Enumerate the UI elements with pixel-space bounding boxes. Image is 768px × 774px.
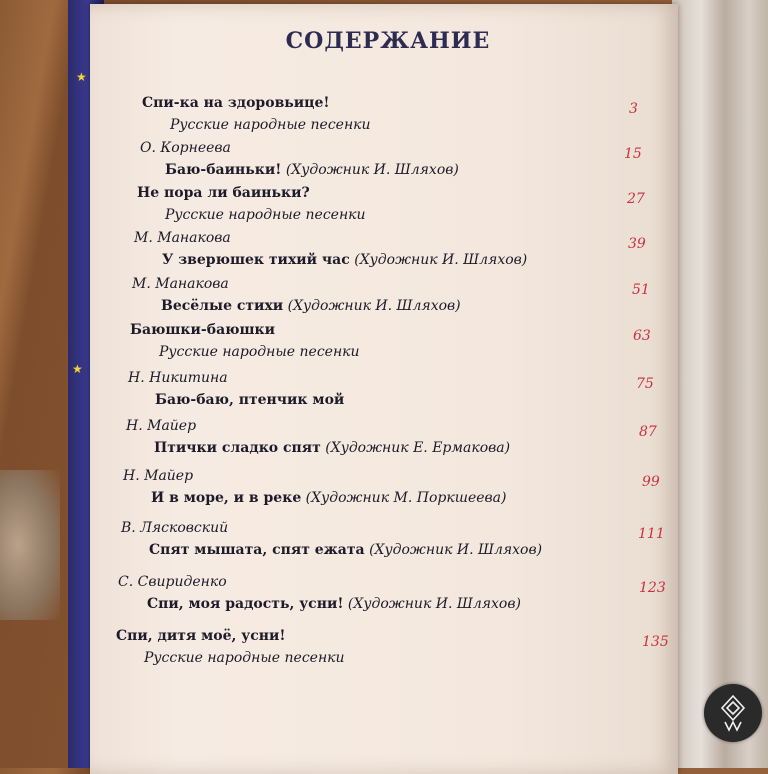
- toc-entry-title: Русские народные песенки: [159, 344, 360, 360]
- toc-page-number: 63: [633, 328, 651, 344]
- toc-entry-line1: Н. Майер: [123, 468, 194, 484]
- toc-entry-line2: [149, 540, 542, 560]
- finger: [0, 470, 60, 620]
- watermark-logo-icon: [704, 684, 762, 742]
- toc-page-number: 51: [632, 282, 650, 298]
- toc-entry-line1: Спи, дитя моё, усни!: [116, 628, 286, 644]
- toc-entry-line1: О. Корнеева: [140, 140, 231, 156]
- toc-page-number: 111: [638, 526, 665, 542]
- toc-page-number: 27: [627, 191, 645, 207]
- toc-entry-illustrator: (Художник И. Шляхов): [349, 252, 528, 268]
- toc-entry-title: И в море, и в реке: [151, 490, 302, 506]
- toc-entry-title: Птички сладко спят: [154, 440, 321, 456]
- toc-entry-illustrator: (Художник Е. Ермакова): [320, 440, 511, 456]
- toc-entry-line2: [159, 342, 360, 362]
- toc-page-number: 87: [639, 424, 657, 440]
- toc-entry-line1: Н. Никитина: [128, 370, 228, 386]
- toc-entry-line2: [161, 296, 461, 316]
- toc-page-number: 123: [639, 580, 666, 596]
- toc-page-number: 135: [642, 634, 669, 650]
- toc-entry-illustrator: (Художник М. Поркшеева): [301, 490, 507, 506]
- toc-entry-title: Спи, моя радость, усни!: [147, 596, 344, 612]
- toc-entry-illustrator: (Художник И. Шляхов): [283, 298, 461, 314]
- toc-entry-illustrator: (Художник И. Шляхов): [364, 542, 543, 558]
- toc-entry-line1: Спи-ка на здоровьице!: [142, 95, 330, 111]
- toc-page-number: 15: [624, 146, 642, 162]
- toc-entry-line1: Баюшки-баюшки: [130, 322, 276, 338]
- toc-entry-illustrator: (Художник И. Шляхов): [281, 162, 459, 178]
- toc-page-number: 99: [642, 474, 660, 490]
- toc-entry-illustrator: (Художник И. Шляхов): [343, 596, 521, 612]
- toc-entry-title: Русские народные песенки: [170, 117, 371, 133]
- toc-entry-line1: М. Манакова: [132, 276, 229, 292]
- toc-entry-line2: [147, 594, 521, 614]
- star-icon: ★: [76, 70, 87, 84]
- toc-entry-line2: [155, 390, 344, 410]
- toc-entry-title: Русские народные песенки: [144, 650, 345, 666]
- toc-entry-line2: [151, 488, 506, 508]
- plastic-cover: [672, 0, 768, 768]
- toc-page-number: 39: [628, 236, 646, 252]
- toc-page-number: 3: [629, 101, 638, 117]
- toc-entry-title: Баю-баиньки!: [165, 162, 282, 178]
- toc-entry-line1: Не пора ли баиньки?: [137, 185, 310, 201]
- toc-entry-line2: [165, 160, 459, 180]
- page-title: СОДЕРЖАНИЕ: [285, 28, 491, 54]
- toc-entry-title: У зверюшек тихий час: [162, 252, 350, 268]
- toc-entry-line2: [170, 115, 371, 135]
- toc-entry-line1: С. Свириденко: [118, 574, 227, 590]
- toc-entry-line1: В. Лясковский: [121, 520, 229, 536]
- toc-entry-title: Спят мышата, спят ежата: [149, 542, 365, 558]
- toc-entry-line1: Н. Майер: [126, 418, 197, 434]
- toc-entry-title: Баю-баю, птенчик мой: [155, 392, 345, 408]
- toc-entry-line2: [154, 438, 510, 458]
- toc-entry-line1: М. Манакова: [134, 230, 231, 246]
- toc-entry-line2: [165, 205, 366, 225]
- toc-entry-line2: [162, 250, 527, 270]
- toc-page-number: 75: [636, 376, 654, 392]
- toc-entry-title: Русские народные песенки: [165, 207, 366, 223]
- star-icon: ★: [72, 362, 83, 376]
- toc-entry-line2: [144, 648, 345, 668]
- toc-entry-title: Весёлые стихи: [161, 298, 284, 314]
